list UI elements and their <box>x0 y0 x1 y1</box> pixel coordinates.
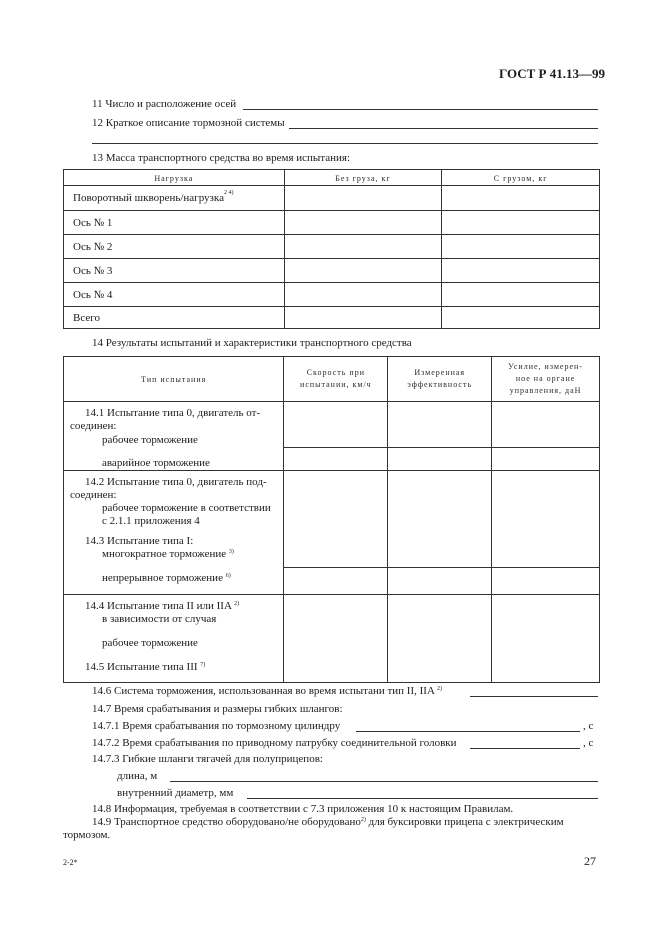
cell-force[interactable] <box>492 448 600 471</box>
page-number: 27 <box>584 854 596 868</box>
cell-efficiency[interactable] <box>388 568 492 595</box>
mass-table-header <box>64 170 600 186</box>
mass-table <box>63 169 600 329</box>
item-14-7-3-label: 14.7.3 Гибкие шланги тягачей для полуприцепов: <box>92 753 323 765</box>
col-test-type: Тип испытания <box>64 357 284 402</box>
cell-loaded[interactable] <box>442 307 600 329</box>
table-row <box>64 283 600 307</box>
col-force: Усилие, измерен- ное на органе управления, даН <box>492 357 600 402</box>
block3-label-cell: 14.4 Испытание типа II или IIA $^{2)}$ в зависимости от случая рабочее торможение 14.5 Испытание типа III $^{7)}$ <box>64 595 284 683</box>
item-12-fill-line[interactable] <box>289 128 598 129</box>
results-table <box>63 356 600 683</box>
results-table-header <box>64 357 600 402</box>
document-code: ГОСТ Р 41.13—99 <box>499 66 605 81</box>
cell-efficiency[interactable] <box>388 471 492 568</box>
item-14-7-2-fill-line[interactable] <box>470 748 580 749</box>
col-efficiency: Измеренная эффективность <box>388 357 492 402</box>
cell-force[interactable] <box>492 568 600 595</box>
row-label: Ось № 2 <box>64 235 285 259</box>
cell-loaded[interactable] <box>442 235 600 259</box>
unit-seconds-2: , с <box>583 737 594 749</box>
table-row <box>64 235 600 259</box>
table-row <box>64 402 600 448</box>
cell-speed[interactable] <box>284 568 388 595</box>
item-11-fill-line[interactable] <box>243 109 598 110</box>
item-14-8-text: 14.8 Информация, требуемая в соответствии с 7.3 приложения 10 к настоящим Правилам. <box>92 803 514 815</box>
row-label: Ось № 4 <box>64 283 285 307</box>
col-loaded: С грузом, кг <box>442 170 600 186</box>
item-14-7-title: 14.7 Время срабатывания и размеры гибких шлангов: <box>92 703 343 715</box>
table-row <box>64 595 600 683</box>
item-13-title: 13 Масса транспортного средства во время испытания: <box>92 152 351 164</box>
table-row <box>64 186 600 211</box>
cell-loaded[interactable] <box>442 283 600 307</box>
col-unloaded: Без груза, кг <box>284 170 442 186</box>
cell-unloaded[interactable] <box>284 211 442 235</box>
item-14-9-text: 14.9 Транспортное средство оборудовано/не оборудовано$^{2)}$ для буксировки прицепа с электрическим <box>92 816 564 828</box>
item-14-7-2-label: 14.7.2 Время срабатывания по приводному патрубку соединительной головки <box>92 737 457 749</box>
cell-speed[interactable] <box>284 448 388 471</box>
cell-unloaded[interactable] <box>284 283 442 307</box>
row-label: Ось № 1 <box>64 211 285 235</box>
col-speed: Скорость при испытании, км/ч <box>284 357 388 402</box>
table-row <box>64 307 600 329</box>
table-row <box>64 211 600 235</box>
cell-unloaded[interactable] <box>284 307 442 329</box>
cell-speed[interactable] <box>284 471 388 568</box>
item-14-6-label: 14.6 Система торможения, использованная во время испытани тип II, IIA $^{2)}$ <box>92 685 443 697</box>
hose-length-label: длина, м <box>117 770 158 782</box>
hose-length-fill-line[interactable] <box>170 781 598 782</box>
hose-diameter-fill-line[interactable] <box>247 798 598 799</box>
cell-efficiency[interactable] <box>388 448 492 471</box>
hose-diameter-label: внутренний диаметр, мм <box>117 787 234 799</box>
item-11-label: 11 Число и расположение осей <box>92 98 237 110</box>
item-14-title: 14 Результаты испытаний и характеристики транспортного средства <box>92 337 412 349</box>
row-label: Поворотный шкворень/нагрузка$^{2 4)}$ <box>64 186 285 211</box>
cell-speed[interactable] <box>284 595 388 683</box>
sheet-signature: 2-2* <box>63 858 78 867</box>
cell-efficiency[interactable] <box>388 402 492 448</box>
block2-label-cell: 14.2 Испытание типа 0, двигатель под- соединен: рабочее торможение в соответствии с 2.1.1 приложения 4 14.3 Испытание типа I: многократное торможение $^{3)}$ непрерывное торможение $^{6)}$ <box>64 471 284 595</box>
row-label: Всего <box>64 307 285 329</box>
item-12-fill-line-2[interactable] <box>92 143 598 144</box>
cell-force[interactable] <box>492 402 600 448</box>
row-label: Ось № 3 <box>64 259 285 283</box>
cell-loaded[interactable] <box>442 186 600 211</box>
col-load: Нагрузка <box>64 170 285 186</box>
cell-unloaded[interactable] <box>284 186 442 211</box>
item-14-6-fill-line[interactable] <box>470 696 598 697</box>
unit-seconds-1: , с <box>583 720 594 732</box>
item-14-7-1-label: 14.7.1 Время срабатывания по тормозному цилиндру <box>92 720 341 732</box>
cell-force[interactable] <box>492 595 600 683</box>
cell-force[interactable] <box>492 471 600 568</box>
cell-loaded[interactable] <box>442 211 600 235</box>
cell-loaded[interactable] <box>442 259 600 283</box>
table-row <box>64 259 600 283</box>
cell-unloaded[interactable] <box>284 235 442 259</box>
item-12-label: 12 Краткое описание тормозной системы <box>92 117 285 129</box>
cell-speed[interactable] <box>284 402 388 448</box>
table-row <box>64 471 600 568</box>
cell-efficiency[interactable] <box>388 595 492 683</box>
item-14-7-1-fill-line[interactable] <box>356 731 580 732</box>
item-14-9-text-2: тормозом. <box>63 829 111 841</box>
block1-label-cell: 14.1 Испытание типа 0, двигатель от- соединен: рабочее торможение аварийное торможение <box>64 402 284 471</box>
cell-unloaded[interactable] <box>284 259 442 283</box>
